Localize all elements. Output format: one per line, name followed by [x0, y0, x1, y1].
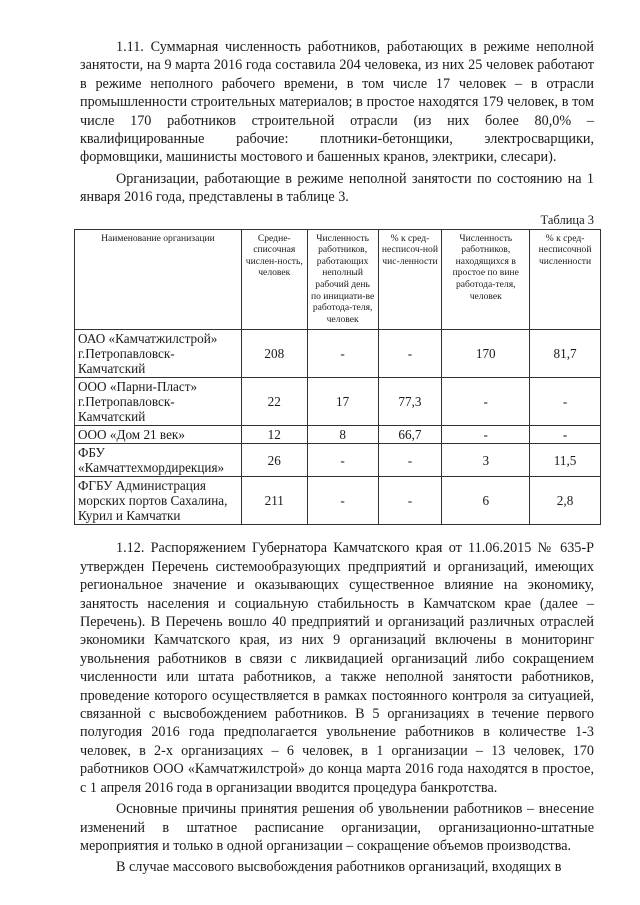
idle-pct: 81,7	[530, 330, 601, 378]
part-time-count: -	[307, 330, 378, 378]
paragraph-mass-release: В случае массового высвобождения работников организаций, входящих в	[116, 859, 562, 876]
table-caption: Таблица 3	[540, 212, 594, 227]
header-org-name: Наименование организации	[75, 229, 242, 330]
part-time-pct: -	[378, 477, 442, 525]
org-name: ООО «Парни-Пласт» г.Петропавловск-Камчатский	[75, 378, 242, 426]
idle-pct: -	[530, 378, 601, 426]
header-idle-pct: % к сред-несписочной численности	[530, 229, 601, 330]
document-page	[80, 38, 594, 877]
avg-headcount: 211	[241, 477, 307, 525]
table-row	[75, 330, 601, 378]
idle-count: -	[442, 426, 530, 444]
paragraph-orgs-intro: Организации, работающие в режиме неполной занятости по состоянию на 1 января 2016 года, представлены в таблице 3.	[80, 170, 594, 206]
header-part-time-pct: % к сред-несписоч-ной чис-ленности	[378, 229, 442, 330]
table-header-row	[75, 229, 601, 330]
idle-pct: 2,8	[530, 477, 601, 525]
idle-count: 3	[442, 444, 530, 477]
org-name: ООО «Дом 21 век»	[75, 426, 242, 444]
part-time-pct: 77,3	[378, 378, 442, 426]
part-time-count: -	[307, 444, 378, 477]
idle-count: -	[442, 378, 530, 426]
avg-headcount: 22	[241, 378, 307, 426]
paragraph-reasons: Основные причины принятия решения об увольнении работников – внесение изменений в штатное расписание организации, организационно-штатные мероприятия и только в одной организации – сокращение объемов производства.	[80, 801, 594, 854]
avg-headcount: 12	[241, 426, 307, 444]
header-avg-headcount: Средне-списочная числен-ность, человек	[241, 229, 307, 330]
table-row	[75, 378, 601, 426]
idle-pct: 11,5	[530, 444, 601, 477]
organizations-table	[74, 229, 601, 526]
header-idle: Численность работников, находящихся в простое по вине работода-теля, человек	[442, 229, 530, 330]
part-time-count: -	[307, 477, 378, 525]
idle-pct: -	[530, 426, 601, 444]
table-row	[75, 444, 601, 477]
idle-count: 170	[442, 330, 530, 378]
part-time-count: 17	[307, 378, 378, 426]
org-name: ФБУ «Камчаттехмордирекция»	[75, 444, 242, 477]
paragraph-1-11: 1.11. Суммарная численность работников, работающих в режиме неполной занятости, на 9 марта 2016 года составила 204 человека, из них 25 человек работают в режиме неполного рабочего времени, в том числе 17 человек – в отрасли промышленности строительных материалов; в простое находятся 179 человек, в том числе 170 работников строительной отрасли (из них более 80,0% – квалифицированные рабочие: плотники-бетонщики, электросварщики, формовщики, машинисты мостового и башенных кранов, электрики, слесари).	[80, 39, 594, 166]
header-part-time: Численность работников, работающих неполный рабочий день по инициати-ве работода-теля, человек	[307, 229, 378, 330]
idle-count: 6	[442, 477, 530, 525]
avg-headcount: 26	[241, 444, 307, 477]
org-name: ОАО «Камчатжилстрой» г.Петропавловск-Камчатский	[75, 330, 242, 378]
part-time-count: 8	[307, 426, 378, 444]
part-time-pct: 66,7	[378, 426, 442, 444]
paragraph-1-12: 1.12. Распоряжением Губернатора Камчатского края от 11.06.2015 № 635-Р утвержден Перечень системообразующих предприятий и организаций, имеющих региональное значение и оказывающих существенное влияние на экономику, занятость населения и социальную стабильность в Камчатском крае (далее – Перечень). В Перечень вошло 40 предприятий и организаций различных отраслей экономики Камчатского края, из них 9 организаций включены в мониторинг увольнения работников в связи с ликвидацией организаций либо сокращением численности или штата работников, а также неполной занятости работников, проведение которого осуществляется в рамках постоянного контроля за ситуацией, связанной с высвобождением работников. В 5 организациях в течение первого полугодия 2016 года предполагается увольнение работников в количестве 1-3 человек, в 2-х организациях – 6 человек, в 1 организации – 13 человек, 170 работников ООО «Камчатжилстрой» до конца марта 2016 года находятся в простое, с 1 апреля 2016 года в организации вводится процедура банкротства.	[80, 540, 594, 796]
org-name: ФГБУ Администрация морских портов Сахалина, Курил и Камчатки	[75, 477, 242, 525]
part-time-pct: -	[378, 444, 442, 477]
table-row	[75, 426, 601, 444]
avg-headcount: 208	[241, 330, 307, 378]
table-row	[75, 477, 601, 525]
part-time-pct: -	[378, 330, 442, 378]
